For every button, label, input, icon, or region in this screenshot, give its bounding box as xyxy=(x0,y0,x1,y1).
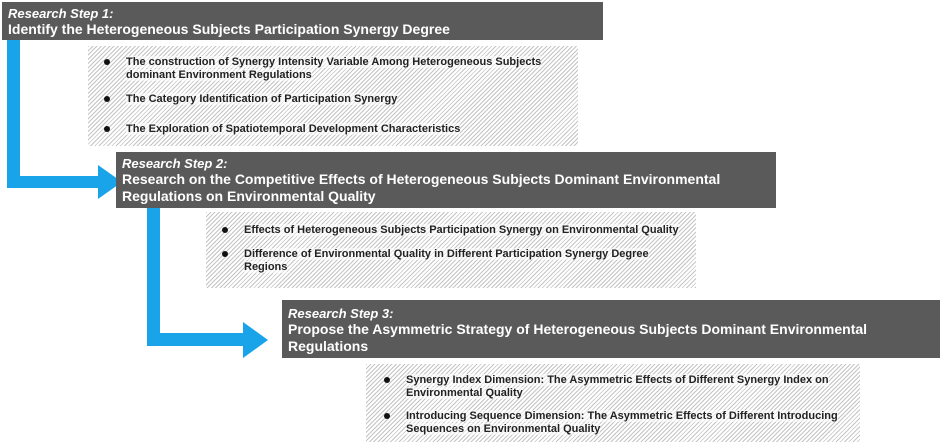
step-2-label: Research Step 2: xyxy=(122,156,228,171)
step-3-details xyxy=(366,364,860,442)
list-item: Introducing Sequence Dimension: The Asymmetric Effects of Different Introducing Sequences on Environmental Quality xyxy=(406,410,850,436)
list-item: The construction of Synergy Intensity Variable Among Heterogeneous Subjects dominant Environment Regulations xyxy=(126,56,568,82)
step-2-title: Research on the Competitive Effects of Heterogeneous Subjects Dominant Environmental Regulations on Environmental Quality xyxy=(122,171,721,204)
list-item: Difference of Environmental Quality in Different Participation Synergy Degree Regions xyxy=(244,248,686,274)
step-3-title: Propose the Asymmetric Strategy of Heterogeneous Subjects Dominant Environmental Regulations xyxy=(288,321,868,354)
step-3-box xyxy=(282,300,940,358)
step-1-box xyxy=(2,2,603,40)
list-item: The Category Identification of Participation Synergy xyxy=(126,93,568,106)
step-1-details xyxy=(88,46,578,146)
step-2-box xyxy=(116,152,776,208)
step-2-details xyxy=(206,212,696,288)
list-item: The Exploration of Spatiotemporal Development Characteristics xyxy=(126,123,568,136)
step-1-label: Research Step 1: xyxy=(8,6,114,21)
list-item: Synergy Index Dimension: The Asymmetric Effects of Different Synergy Index on Environmental Quality xyxy=(406,374,850,400)
list-item: Effects of Heterogeneous Subjects Participation Synergy on Environmental Quality xyxy=(244,224,686,237)
step-1-title: Identify the Heterogeneous Subjects Participation Synergy Degree xyxy=(8,21,450,37)
step-3-label: Research Step 3: xyxy=(288,306,394,321)
